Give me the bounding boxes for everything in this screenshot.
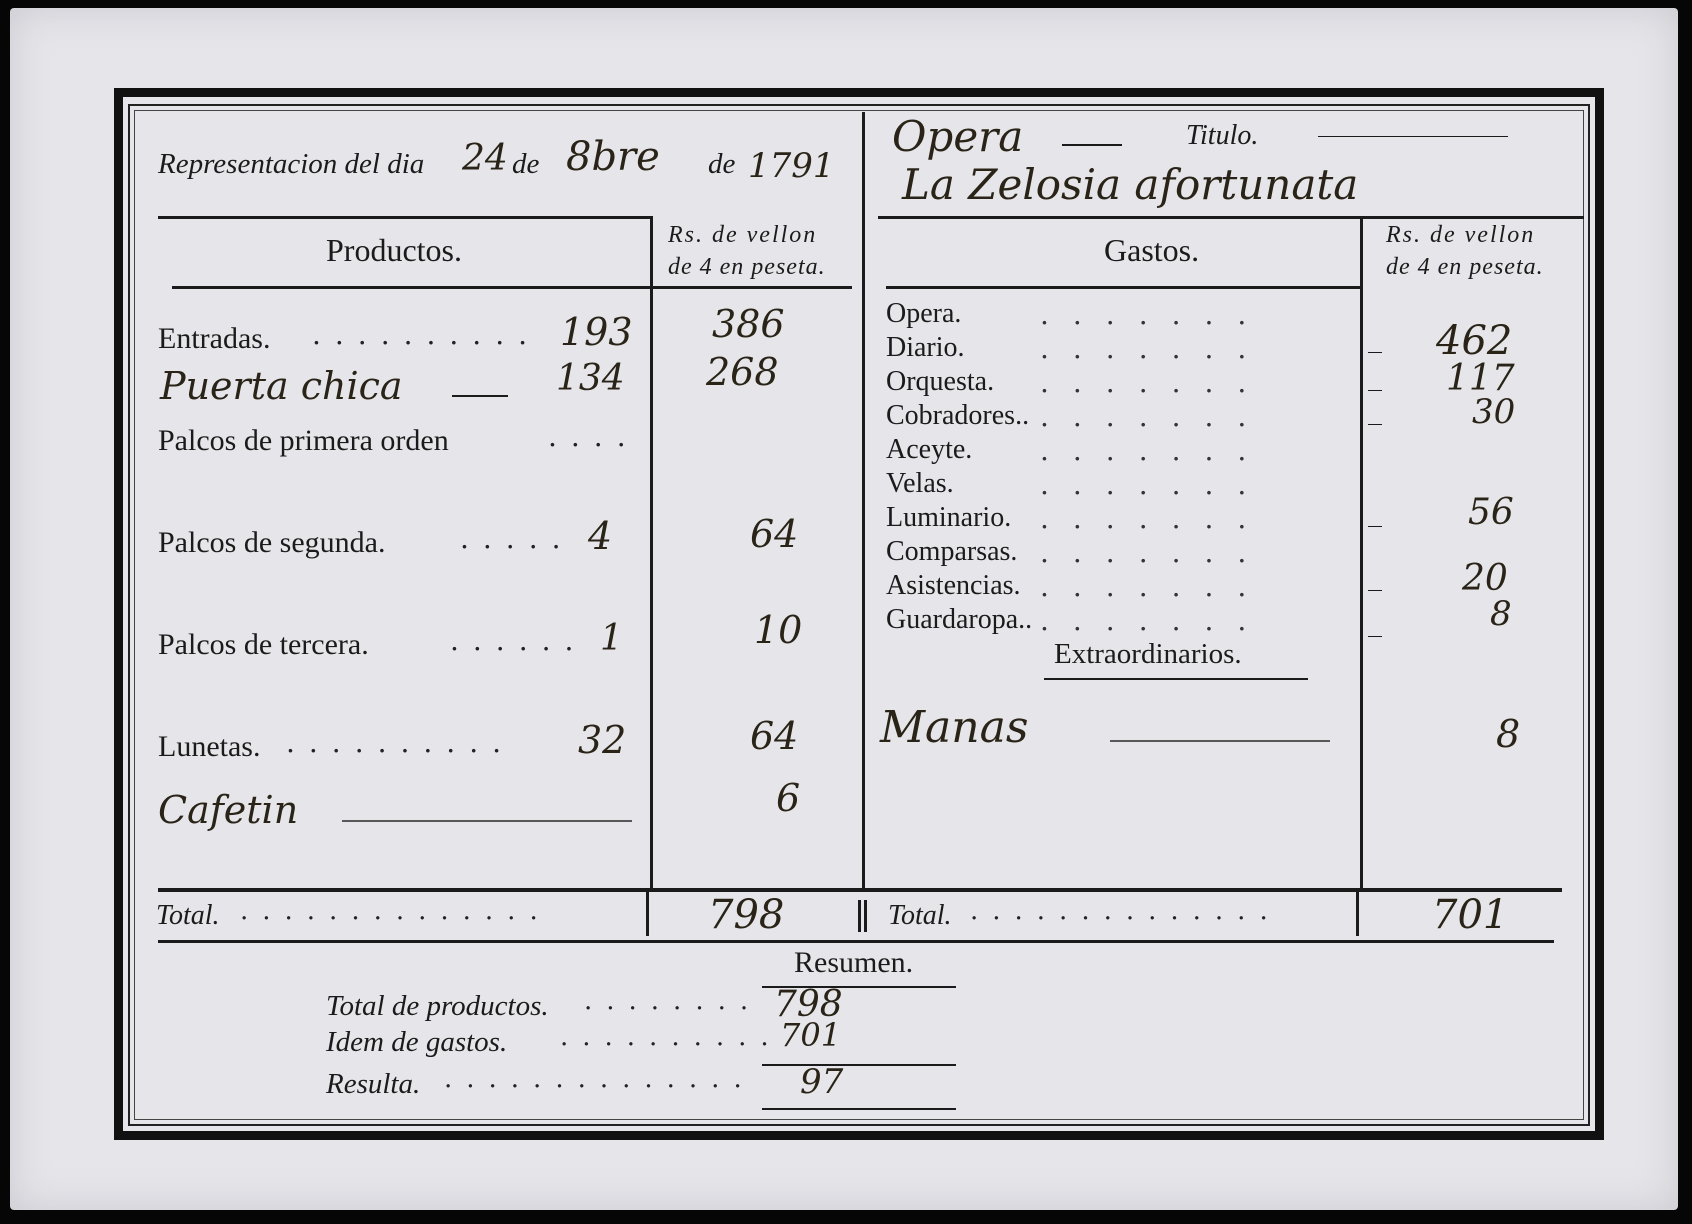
gastos-item-amount: 117: [1446, 358, 1515, 399]
extraordinarios-rule: [1044, 678, 1308, 680]
productos-total-value: 798: [708, 892, 785, 938]
productos-heading: Productos.: [326, 232, 462, 268]
leader-dots: ....: [548, 420, 640, 453]
gastos-total-value: 701: [1432, 892, 1509, 938]
tick-dash: [1368, 590, 1382, 591]
center-divider-total-b: [864, 900, 867, 932]
titulo-value: La Zelosia afortunata: [902, 160, 1359, 209]
productos-item-label: Palcos de primera orden: [158, 424, 449, 457]
total-productos-label: Total de productos.: [326, 990, 549, 1022]
gastos-item-label: Velas.: [886, 468, 954, 499]
productos-item-label: Entradas.: [158, 322, 271, 355]
productos-currency-line1: Rs. de vellon: [668, 222, 818, 248]
anio-value: 1791: [748, 146, 835, 186]
productos-item-amount: 6: [776, 776, 801, 820]
titulo-label: Titulo.: [1186, 120, 1259, 151]
extra-item-amount: 8: [1496, 712, 1521, 756]
gastos-item-amount: 30: [1472, 392, 1516, 432]
gastos-item-label: Guardaropa..: [886, 604, 1033, 635]
productos-item-amount: 64: [750, 714, 799, 758]
leader-dots: ..........: [286, 726, 516, 759]
totals-bottom-rule: [158, 940, 1554, 943]
mes-value: 8bre: [566, 134, 660, 180]
productos-item-count: 193: [560, 310, 633, 354]
gastos-currency-line2: de 4 en peseta.: [1386, 254, 1544, 280]
de-label-2: de: [708, 148, 736, 180]
dia-value: 24: [462, 138, 508, 179]
productos-item-label: Palcos de segunda.: [158, 526, 386, 559]
gastos-item-amount: 20: [1462, 558, 1508, 599]
productos-item-label: Cafetin: [158, 788, 299, 832]
handwritten-dash: [452, 395, 508, 397]
gastos-subheader-rule: [886, 286, 1362, 289]
leader-dots: ......: [450, 624, 588, 657]
left-header-rule: [158, 216, 650, 219]
productos-item-count: 1: [600, 618, 623, 659]
gastos-item-label: Orquesta.: [886, 366, 995, 397]
tick-dash: [1368, 424, 1382, 425]
leader-dots: ........: [584, 986, 763, 1016]
gastos-amount-divider: [1360, 216, 1363, 892]
productos-item-label: Lunetas.: [158, 730, 261, 763]
idem-gastos-value: 701: [780, 1016, 842, 1054]
gastos-item-label: Diario.: [886, 332, 965, 363]
center-divider: [862, 112, 865, 892]
handwritten-dash: [342, 820, 632, 822]
productos-item-count: 134: [556, 358, 625, 399]
idem-gastos-label: Idem de gastos.: [326, 1026, 508, 1058]
productos-item-count: 4: [588, 514, 613, 558]
leader-dots: ..............: [444, 1064, 756, 1094]
gastos-item-label: Opera.: [886, 298, 962, 329]
handwritten-dash: [1110, 740, 1330, 742]
genero-value: Opera: [892, 112, 1024, 161]
productos-subheader-rule: [172, 286, 852, 289]
extra-item-label: Manas: [880, 702, 1029, 753]
gastos-item-label: Cobradores..: [886, 400, 1030, 431]
productos-item-amount: 268: [706, 350, 779, 394]
genero-dash: [1062, 144, 1122, 146]
resumen-sum-rule: [762, 1064, 956, 1066]
productos-amount-divider: [650, 216, 653, 892]
de-label-1: de: [512, 148, 540, 180]
center-divider-total-a: [858, 900, 861, 932]
gastos-item-label: Comparsas.: [886, 536, 1018, 567]
gastos-heading: Gastos.: [1104, 232, 1200, 268]
productos-item-amount: 386: [712, 302, 785, 346]
gastos-item-amount: 56: [1468, 492, 1514, 533]
leader-dots: ..............: [970, 896, 1282, 926]
totals-top-rule: [158, 888, 1562, 892]
productos-item-count: 32: [578, 718, 627, 762]
productos-total-label: Total.: [156, 900, 220, 931]
resumen-bottom-rule: [762, 1108, 956, 1110]
resulta-label: Resulta.: [326, 1068, 421, 1100]
gastos-total-divider: [1356, 892, 1359, 936]
representacion-label: Representacion del dia: [158, 148, 425, 180]
extraordinarios-label: Extraordinarios.: [1054, 638, 1242, 670]
gastos-item-label: Asistencias.: [886, 570, 1021, 601]
tick-dash: [1368, 636, 1382, 637]
tick-dash: [1368, 352, 1382, 353]
productos-item-amount: 64: [750, 512, 799, 556]
gastos-item-amount: 8: [1490, 594, 1512, 634]
leader-dots: .....: [460, 522, 575, 555]
leader-dots: ....... ....... ....... ....... ....... ....... ....... ....... ....... .......: [1040, 298, 1271, 637]
gastos-currency-line1: Rs. de vellon: [1386, 222, 1536, 248]
leader-dots: ..........: [312, 318, 542, 351]
productos-currency-line2: de 4 en peseta.: [668, 254, 826, 280]
titulo-rule: [1318, 136, 1508, 137]
tick-dash: [1368, 390, 1382, 391]
gastos-item-amount: 462: [1436, 318, 1513, 364]
gastos-item-label: Aceyte.: [886, 434, 973, 465]
total-productos-value: 798: [774, 984, 843, 1025]
tick-dash: [1368, 526, 1382, 527]
resulta-value: 97: [800, 1062, 844, 1102]
productos-item-amount: 10: [754, 608, 803, 652]
gastos-item-label: Luminario.: [886, 502, 1012, 533]
productos-total-divider: [646, 892, 649, 936]
gastos-total-label: Total.: [888, 900, 952, 931]
leader-dots: ..........: [560, 1022, 783, 1052]
right-header-rule: [878, 216, 1584, 219]
leader-dots: ..............: [240, 896, 552, 926]
productos-item-label: Palcos de tercera.: [158, 628, 369, 661]
productos-item-label: Puerta chica: [160, 364, 403, 408]
resumen-heading: Resumen.: [794, 946, 914, 979]
